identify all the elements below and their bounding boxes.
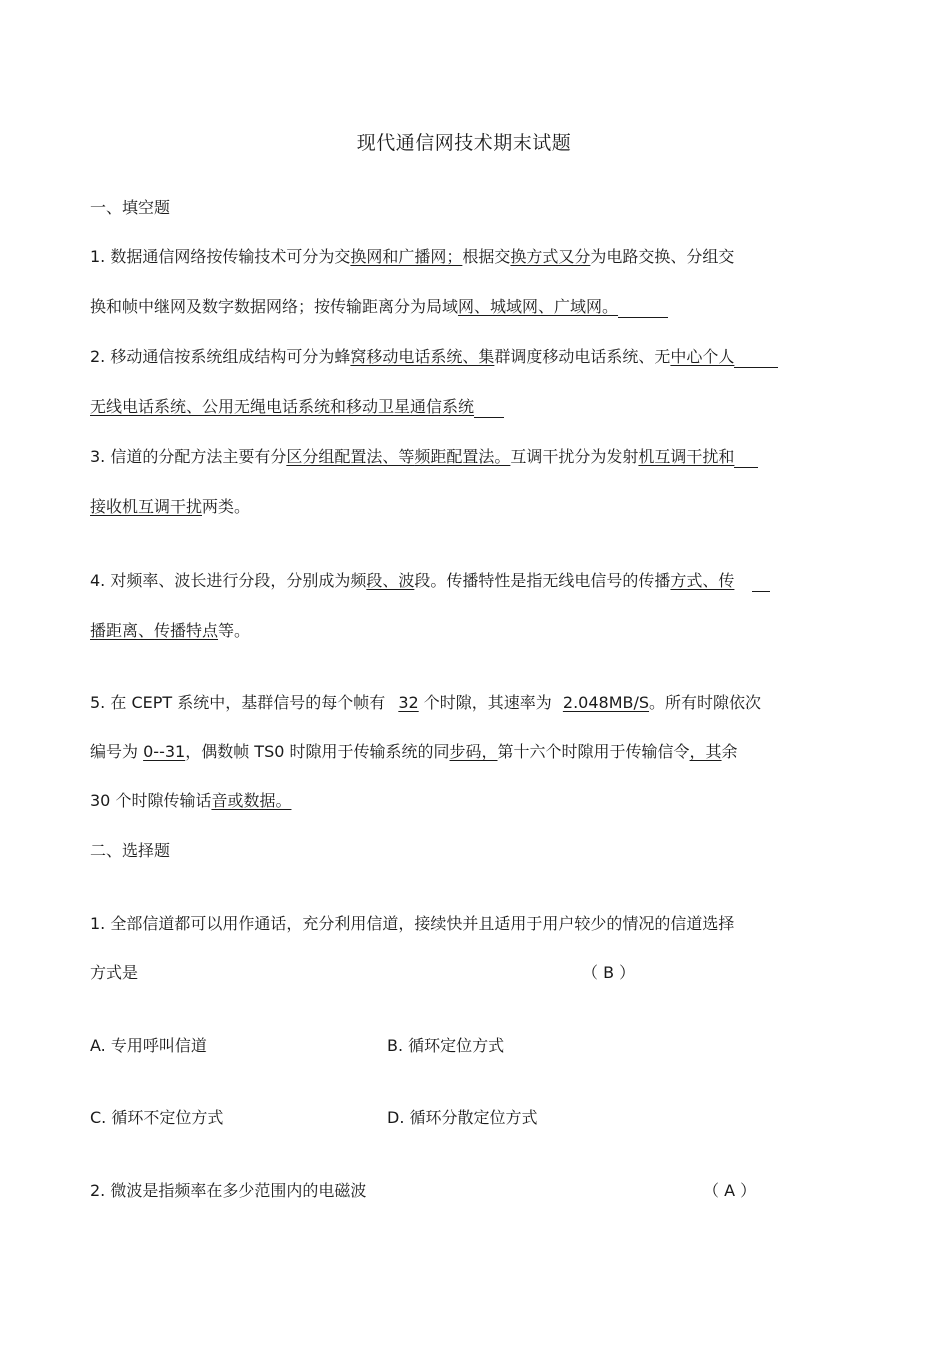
option-b: B. 循环定位方式	[387, 1036, 505, 1055]
blank-answer: 公用无绳电话系统和移动卫星通信系统	[202, 397, 475, 416]
blank-answer: 音或数据。	[211, 791, 292, 810]
blank-answer: 机互调干扰和	[638, 447, 735, 466]
mc-question-1-answer: （ B ）	[582, 963, 636, 982]
question-5-line-1: 5. 在 CEPT 系统中，基群信号的每个帧有 32 个时隙，其速率为 2.048MB/S。所有时隙依次	[90, 693, 762, 712]
question-4-line-2: 播距离、传播特点等。	[90, 621, 251, 640]
mc-question-1-line-2: 方式是	[90, 963, 139, 982]
blank-answer: 无线电话系统、	[90, 397, 203, 416]
blank-line	[474, 399, 504, 418]
blank-line	[734, 449, 758, 468]
mc-question-1-line-1: 1. 全部信道都可以用作通话，充分利用信道，接续快并且适用于用户较少的情况的信道选择	[90, 914, 735, 933]
blank-answer: 频距配置法。	[414, 447, 511, 466]
mc-question-2: 2. 微波是指频率在多少范围内的电磁波	[90, 1181, 367, 1200]
option-a: A. 专用呼叫信道	[90, 1036, 207, 1055]
blank-answer: 步码，	[449, 742, 498, 761]
blank-answer: 中心个人	[670, 347, 735, 366]
question-1-line-2: 换和帧中继网及数字数据网络；按传输距离分为局域网、城域网、广域网。	[90, 296, 668, 318]
option-d: D. 循环分散定位方式	[387, 1108, 538, 1127]
mc-question-2-answer: （ A ）	[703, 1181, 757, 1200]
blank-answer-rate: 2.048MB/S	[562, 693, 650, 712]
blank-answer: 区分组配置法、等	[286, 447, 415, 466]
section-heading-multiple-choice: 二、选择题	[90, 841, 171, 860]
blank-answer: 方式、传	[670, 571, 735, 590]
question-5-line-2: 编号为 0--31，偶数帧 TS0 时隙用于传输系统的同步码，第十六个时隙用于传输信令，其余	[90, 742, 738, 761]
section-heading-fill-blank: 一、填空题	[90, 198, 171, 217]
option-c: C. 循环不定位方式	[90, 1108, 224, 1127]
question-3-line-2: 接收机互调干扰两类。	[90, 497, 251, 516]
blank-line	[734, 349, 778, 368]
question-1-line-1: 1. 数据通信网络按传输技术可分为交换网和广播网；根据交换方式又分为电路交换、分组交	[90, 247, 735, 266]
question-3-line-1: 3. 信道的分配方法主要有分区分组配置法、等频距配置法。互调干扰分为发射机互调干扰和	[90, 446, 758, 468]
blank-answer: 段、波	[366, 571, 415, 590]
question-4-line-1: 4. 对频率、波长进行分段，分别成为频段、波段。传播特性是指无线电信号的传播方式、传	[90, 570, 770, 592]
blank-answer: ，其	[689, 742, 722, 761]
page-title: 现代通信网技术期末试题	[356, 132, 572, 154]
blank-answer: 接收机互调干扰	[90, 497, 203, 516]
question-5-line-3: 30 个时隙传输话音或数据。	[90, 791, 292, 810]
question-2-line-1: 2. 移动通信按系统组成结构可分为蜂窝移动电话系统、集群调度移动电话系统、无中心个人	[90, 346, 778, 368]
blank-answer: 传播特点	[154, 621, 219, 640]
blank-answer-range: 0--31	[143, 742, 186, 761]
blank-answer: 网、城域网、广域网。	[458, 297, 619, 316]
blank-answer: 播距离、	[90, 621, 155, 640]
blank-answer: 换方式又分	[510, 247, 591, 266]
blank-answer: 换网和广播网；	[350, 247, 463, 266]
question-2-line-2	[90, 396, 504, 418]
blank-answer: 窝移动电话系统、集	[350, 347, 495, 366]
blank-line	[618, 299, 668, 318]
blank-answer-slots: 32	[398, 693, 419, 712]
blank-line	[752, 573, 770, 592]
